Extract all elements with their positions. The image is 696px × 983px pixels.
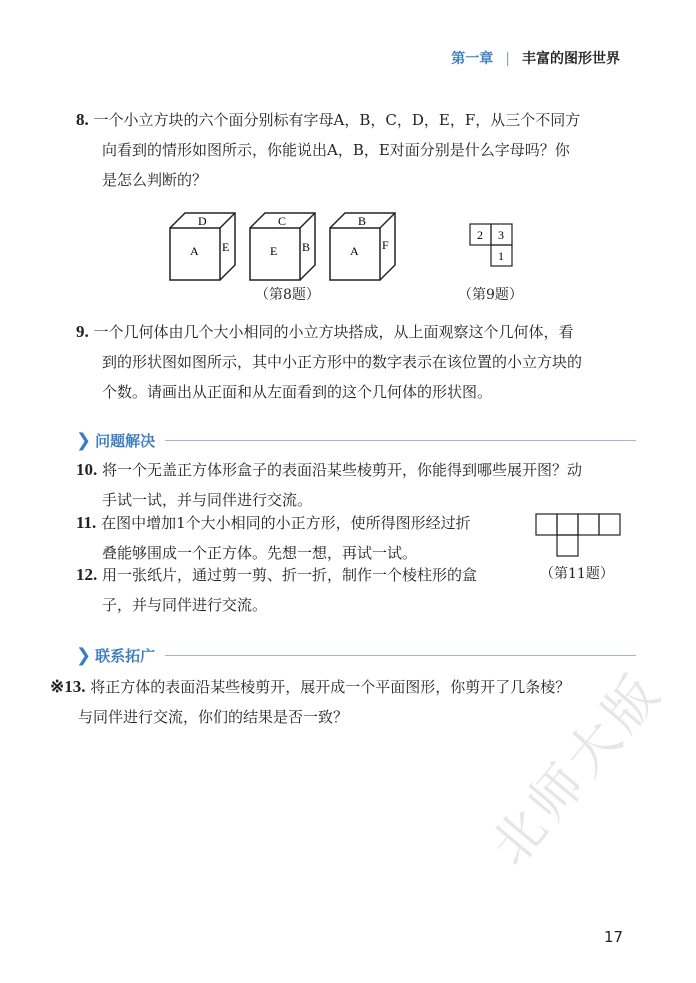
question-13 bbox=[50, 672, 640, 732]
cube-1-top: D bbox=[198, 214, 207, 228]
figure-caption-9: （第9题） bbox=[458, 287, 523, 303]
question-number: 11. bbox=[76, 513, 97, 532]
cube-3-front: A bbox=[350, 244, 359, 258]
cube-2-top: C bbox=[278, 214, 287, 228]
chevron-right-icon: ❯ bbox=[76, 429, 92, 451]
question-text: 向看到的情形如图所示，你能说出A，B，E对面分别是什么字母吗？你 bbox=[102, 141, 570, 159]
question-12 bbox=[76, 560, 526, 620]
question-text: 将正方体的表面沿某些棱剪开，展开成一个平面图形，你剪开了几条棱？ bbox=[90, 678, 571, 696]
grid-cell: 3 bbox=[498, 228, 504, 242]
cube-1-side: E bbox=[222, 240, 230, 254]
grid-cell: 2 bbox=[477, 228, 483, 242]
question-number: 9. bbox=[76, 322, 89, 341]
question-text: 子，并与同伴进行交流。 bbox=[102, 596, 268, 614]
question-8 bbox=[76, 105, 626, 195]
page-number: 17 bbox=[604, 928, 624, 946]
section-header-problem-solving bbox=[76, 428, 636, 452]
question-number: 8. bbox=[76, 110, 89, 129]
cube-views-figure bbox=[160, 205, 420, 285]
section-header-extension bbox=[76, 643, 636, 667]
section-title: 问题解决 bbox=[95, 431, 156, 450]
cube-3-top: B bbox=[358, 214, 367, 228]
question-number: 12. bbox=[76, 565, 98, 584]
question-10 bbox=[76, 455, 626, 515]
net-figure bbox=[535, 513, 625, 559]
question-11 bbox=[76, 508, 526, 568]
chapter-label: 第一章 bbox=[451, 51, 494, 67]
question-text: 将一个无盖正方体形盒子的表面沿某些棱剪开，你能得到哪些展开图？动 bbox=[102, 461, 583, 479]
question-text: 是怎么判断的？ bbox=[102, 171, 208, 189]
top-view-grid bbox=[468, 222, 520, 268]
cube-2-side: B bbox=[302, 240, 311, 254]
figure-caption-8: （第8题） bbox=[255, 287, 320, 303]
chapter-title: 丰富的图形世界 bbox=[522, 51, 620, 67]
divider bbox=[165, 440, 636, 441]
running-header bbox=[451, 48, 620, 68]
question-text: 一个几何体由几个大小相同的小立方块搭成，从上面观察这个几何体，看 bbox=[93, 323, 574, 341]
question-text: 与同伴进行交流，你们的结果是否一致？ bbox=[78, 708, 349, 726]
question-text: 个数。请画出从正面和从左面看到的这个几何体的形状图。 bbox=[102, 383, 493, 401]
grid-cell: 1 bbox=[498, 249, 504, 263]
question-text: 在图中增加1个大小相同的小正方形，使所得图形经过折 bbox=[101, 514, 471, 532]
header-separator: | bbox=[505, 51, 510, 67]
divider bbox=[165, 655, 636, 656]
question-number: ※13. bbox=[50, 677, 86, 696]
cube-3-side: F bbox=[382, 238, 389, 252]
question-text: 一个小立方块的六个面分别标有字母A，B，C，D，E，F，从三个不同方 bbox=[93, 111, 581, 129]
question-9 bbox=[76, 317, 626, 407]
section-title: 联系拓广 bbox=[95, 646, 156, 665]
question-text: 叠能够围成一个正方体。先想一想，再试一试。 bbox=[102, 544, 418, 562]
chevron-right-icon: ❯ bbox=[76, 644, 92, 666]
question-number: 10. bbox=[76, 460, 98, 479]
figure-caption-11: （第11题） bbox=[540, 566, 614, 582]
question-text: 手试一试，并与同伴进行交流。 bbox=[102, 491, 313, 509]
cube-2-front: E bbox=[270, 244, 278, 258]
cube-1-front: A bbox=[190, 244, 199, 258]
question-text: 用一张纸片，通过剪一剪、折一折，制作一个棱柱形的盒 bbox=[102, 566, 478, 584]
question-text: 到的形状图如图所示，其中小正方形中的数字表示在该位置的小立方块的 bbox=[102, 353, 583, 371]
watermark: 北师大版 bbox=[479, 660, 676, 877]
